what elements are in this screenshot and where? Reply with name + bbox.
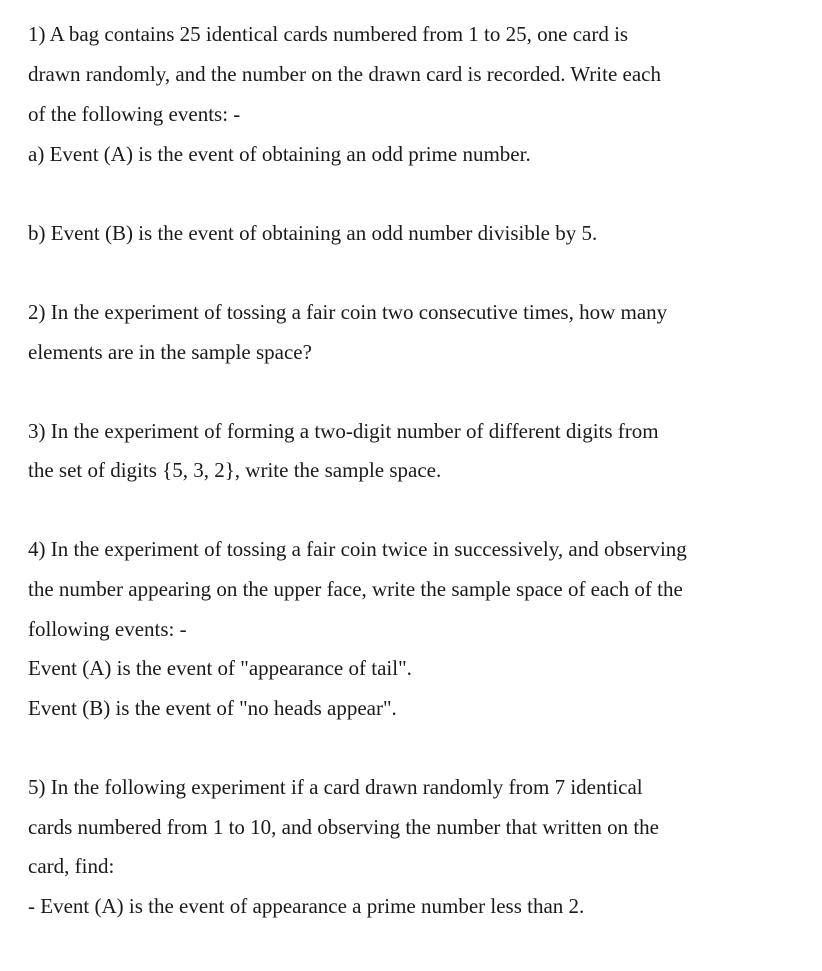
question-3-line-1: 3) In the experiment of forming a two-digit number of different digits from xyxy=(28,419,659,443)
question-1-part-b: b) Event (B) is the event of obtaining an odd number divisible by 5. xyxy=(28,221,598,245)
question-5-event-a: - Event (A) is the event of appearance a prime number less than 2. xyxy=(28,894,585,918)
question-5-line-2: cards numbered from 1 to 10, and observing the number that written on the xyxy=(28,815,660,839)
question-2-line-1: 2) In the experiment of tossing a fair coin two consecutive times, how many xyxy=(28,300,668,324)
question-4-line-1: 4) In the experiment of tossing a fair coin twice in successively, and observing xyxy=(28,537,687,561)
question-1-line-3: of the following events: - xyxy=(28,102,241,126)
question-1-line-1: 1) A bag contains 25 identical cards numbered from 1 to 25, one card is xyxy=(28,22,629,46)
question-5-line-3: card, find: xyxy=(28,854,115,878)
question-2-line-2: elements are in the sample space? xyxy=(28,340,312,364)
question-4-event-b: Event (B) is the event of "no heads appear". xyxy=(28,696,397,720)
question-5-line-1: 5) In the following experiment if a card drawn randomly from 7 identical xyxy=(28,775,643,799)
question-4-line-2: the number appearing on the upper face, write the sample space of each of the xyxy=(28,577,683,601)
question-4-event-a: Event (A) is the event of "appearance of tail". xyxy=(28,656,412,680)
question-4-line-3: following events: - xyxy=(28,617,187,641)
question-1-line-2: drawn randomly, and the number on the drawn card is recorded. Write each xyxy=(28,62,661,86)
question-3-line-2: the set of digits {5, 3, 2}, write the sample space. xyxy=(28,458,442,482)
question-1-part-a: a) Event (A) is the event of obtaining an odd prime number. xyxy=(28,142,531,166)
